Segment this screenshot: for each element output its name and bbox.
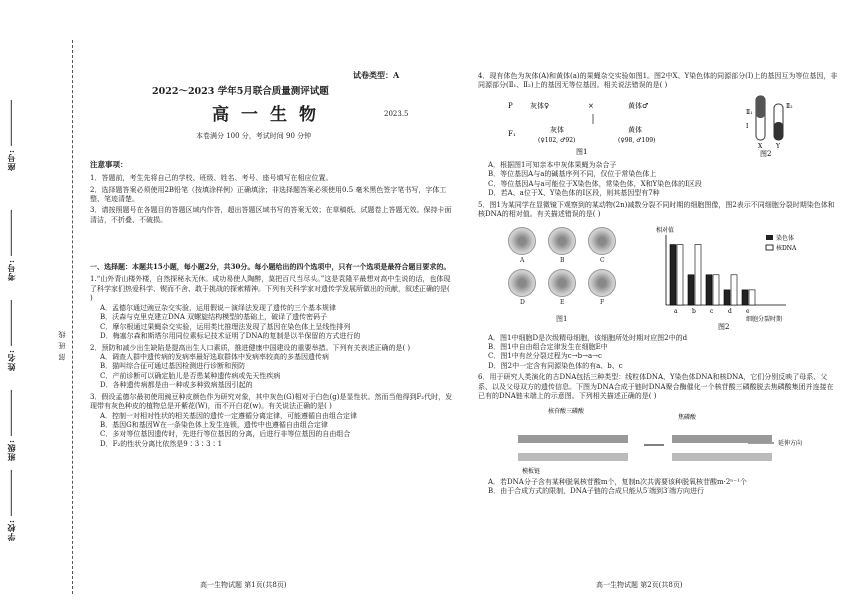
option-a: A．控制一对相对性状的相关基因的遗传一定遵循分离定律，可能遵循自由组合定律 <box>100 411 358 420</box>
bar-dna-e <box>749 289 755 304</box>
question-stem: 5．图1为某同学在显微镜下观察到的某动物(2n)减数分裂不同时期的细胞图像，图2表示不同细胞分裂时期染色体和核DNA的相对值。有关描述错误的是( ) <box>478 200 835 219</box>
fig1-child1: 灰体 <box>550 125 564 134</box>
x-tick-label: c <box>710 307 714 315</box>
footer-right: 高一生物试题 第2页(共8页) <box>596 581 683 589</box>
option-b: B．等位基因A与a的碱基序列不同，仅位于常染色体上 <box>488 170 657 179</box>
cell-label: A <box>520 256 525 264</box>
template-strand-right <box>672 453 772 461</box>
fig1-label: 图1 <box>556 314 568 323</box>
fig1-parent2: 黄体♂ <box>628 101 649 110</box>
cell-image <box>548 269 576 297</box>
q5-figures <box>478 223 838 331</box>
seat-no-label <box>6 100 17 171</box>
school-text: 学校: <box>6 519 16 541</box>
question-4 <box>478 72 838 199</box>
note-item: 3．请按照题号在各题目的答题区域内作答，超出答题区域书写的答案无效；在草稿纸、试题卷上答题无效。保持卡面清洁，不折叠、不破损。 <box>90 206 452 224</box>
bar-chromosome-d <box>724 289 730 304</box>
note-item: 2．选择题答案必须使用2B铅笔（按填涂样例）正确填涂；非选择题答案必须使用0.5 毫米黑色签字笔书写，字体工整、笔迹清楚。 <box>90 185 447 203</box>
fig1-child1-count: (♀102, ♂92) <box>538 136 576 144</box>
q6-figure <box>478 405 838 475</box>
cell-image <box>508 269 536 297</box>
notes-heading: 注意事项： <box>90 160 128 169</box>
fig1-child2: 黄体 <box>628 125 642 134</box>
cell-label: D <box>520 298 525 306</box>
option-a: A．孟德尔通过豌豆杂交实验，运用假说－演绎法发现了遗传的三个基本规律 <box>100 303 337 312</box>
section-1-heading: 一、选择题：本题共15小题，每小题2分，共30分。每小题给出的四个选项中，只有一个选项是最符合题目要求的。 <box>90 262 451 271</box>
option-b: B．猫叫综合征可通过基因检测进行诊断和预防 <box>100 362 246 371</box>
note-item: 1．答题前，考生先将自己的学校、班级、姓名、考号、座号填写在相应位置。 <box>90 174 333 183</box>
cell-image <box>588 269 616 297</box>
x-tick-label: e <box>746 307 750 315</box>
question-stem: 2．预防和减少出生缺陷是提高出生人口素质，推进健康中国建设的重要举措。下列有关表述正确的是( ) <box>90 343 411 352</box>
option-d: D．若A、a位于X、Y染色体的Ⅰ区段，则其基因型有7种 <box>488 189 660 198</box>
template-label: 模板链 <box>522 467 541 475</box>
x-tick-label: b <box>692 307 696 315</box>
fig1-cross: × <box>588 101 594 110</box>
question-6 <box>478 373 838 496</box>
cell-label: E <box>560 298 565 306</box>
fig2-i: Ⅰ <box>746 122 749 130</box>
question-3 <box>90 393 454 450</box>
direction-label: 延伸方向 <box>778 439 803 447</box>
option-d: D．F₂的性状分离比依然是9∶3∶3∶1 <box>100 439 223 448</box>
right-column <box>478 72 838 498</box>
cell-label: C <box>600 256 605 264</box>
option-d: D．各种遗传病都是由一种或多种致病基因引起的 <box>100 381 253 390</box>
score-time: 本卷满分 100 分，考试时间 90 分钟 <box>196 132 312 140</box>
question-stem: 3．假设孟德尔最初使用豌豆种皮颜色作为研究对象，其中灰色(G)相对于白色(g)是显性状。然而当他得到F₂代时，发现带有灰色种皮的植物总是开紫花(W)，而不开白花(w)。有关说法正确的是( ) <box>90 392 453 411</box>
fig2-x: X <box>758 142 763 150</box>
cut-line <box>72 40 73 594</box>
fig1-p: P <box>508 101 513 110</box>
new-strand-left <box>518 435 628 443</box>
fig1-f1: F₁ <box>508 129 516 138</box>
option-c: C．多对等位基因遗传时，先进行等位基因的分离，后进行非等位基因的自由组合 <box>100 430 351 439</box>
question-stem: 1.“山外青山楼外楼，自然探秘永无休。成功易使人陶醉，莫把百尺当尽头。”这是袁隆平最想对高中生说的话，也体现了科学家们热爱科学、锲而不舍、敢于挑战的探索精神。下列有关科学家对遗传学发展所做出的贡献，叙述正确的是( ) <box>90 275 451 303</box>
legend-dna: 核DNA <box>776 244 797 252</box>
option-b: B．图1中自由组合定律发生在细胞E中 <box>488 342 608 351</box>
legend-chrom: 染色体 <box>776 234 795 242</box>
exam-no-text: 考号: <box>6 259 16 281</box>
option-b: B．基因G和基因W在一条染色体上发生连锁，遗传中也遵循自由组合定律 <box>100 421 328 429</box>
exam-no-label <box>6 210 17 281</box>
section-1 <box>90 262 454 451</box>
fig2-y: Y <box>776 142 780 150</box>
cell-image <box>508 227 536 255</box>
x-tick-label: a <box>674 307 678 315</box>
question-5 <box>478 201 838 372</box>
bar-dna-b <box>695 244 701 304</box>
x-chromosome-diff <box>756 96 765 118</box>
cell-image <box>548 227 576 255</box>
chart-ylabel: 相对值 <box>656 226 675 234</box>
cell-image <box>588 227 616 255</box>
nt-label: 核苷酸三磷酸 <box>548 407 585 415</box>
exam-title: 2022～2023 学年5月联合质量测评试题 <box>152 86 329 97</box>
option-b: B．由于合成方式的限制，DNA子链的合成只能从5′端到3′端方向进行 <box>488 487 705 495</box>
exam-date: 2023.5 <box>384 110 409 118</box>
bar-chromosome-e <box>742 289 748 304</box>
name-label <box>6 300 17 371</box>
class-text: 班级: <box>6 439 16 461</box>
ppi-label: 焦磷酸 <box>678 413 697 421</box>
option-c: C．等位基因A与a可能位于X染色体，常染色体，X和Y染色体的Ⅰ区段 <box>488 179 702 188</box>
fig2-ii2: Ⅱ₂ <box>786 102 793 110</box>
bar-chromosome-a <box>670 244 676 304</box>
footer-left: 高一生物试题 第1页(共8页) <box>200 581 287 589</box>
q4-figure-svg <box>478 94 838 158</box>
new-strand-right <box>672 435 772 443</box>
exam-type: 试卷类型：A <box>353 70 400 80</box>
school-label <box>6 470 17 541</box>
bar-chromosome-c <box>706 274 712 304</box>
option-a: A．图1中细胞D是次级精母细胞，该细胞所处时期对应图2中的d <box>488 333 688 342</box>
fig1-parent1: 灰体♀ <box>530 101 550 110</box>
fig2-ii1: Ⅱ₁ <box>746 108 753 116</box>
cell-label: B <box>560 256 565 264</box>
fig1-child2-count: (♀98, ♂109) <box>618 136 656 144</box>
seat-no-text: 座号: <box>6 149 16 171</box>
dna-synthesis-svg <box>478 405 838 475</box>
option-a: A．根据图1可知亲本中灰体果蝇为杂合子 <box>488 160 617 169</box>
option-d: D．图2中一定含有同源染色体的有a、b、c <box>488 361 623 370</box>
cell-label: F <box>600 298 605 306</box>
name-text: 姓名: <box>6 349 16 371</box>
question-stem: 6．用于研究人类演化的古DNA包括三种类型：线粒体DNA、Y染色体DNA和核DNA，它们分别反映了母系、父系、以及父母双方的遗传信息。下图为DNA合成于链时DNA聚合酶催化一个核苷酸三磷酸脱去焦磷酸集团并连接在已有的DNA链末端上的示意图。下列相关描述正确的是( ) <box>478 373 834 401</box>
class-label <box>6 390 17 461</box>
option-a: A．若DNA分子含有某种脱氧核苷酸m个，复制n次共需要该种脱氧核苷酸m·2ⁿ⁻¹个 <box>488 477 747 486</box>
template-strand-left <box>518 453 628 461</box>
subject-title: 高一生物 <box>212 105 328 125</box>
bar-dna-d <box>731 274 737 304</box>
fig2-label: 图2 <box>718 322 730 331</box>
question-stem: 4．现有体色为灰体(A)和黄体(a)的果蝇杂交实验如图1。图2中X、Y染色体的同源部分(Ⅰ)上的基因互为等位基因，非同源部分(Ⅱ₁、Ⅱ₂)上的基因无等位基因。相关说法错误的是( ) <box>478 72 838 90</box>
q4-figures <box>478 94 838 158</box>
bar-dna-a <box>677 244 683 304</box>
option-c: C．摩尔根通过果蝇杂交实验，运用类比推理法发现了基因在染色体上呈线性排列 <box>100 322 351 331</box>
binding-margin <box>0 0 80 608</box>
question-1 <box>90 275 454 341</box>
option-c: C．图1中有丝分裂过程为c→b→a→c <box>488 352 602 361</box>
chart-xlabel: 细胞分裂时期 <box>746 315 783 323</box>
legend-chrom-swatch <box>766 235 773 240</box>
notes-block <box>90 160 454 227</box>
bar-chromosome-b <box>688 274 694 304</box>
fig2-label: 图2 <box>760 149 772 158</box>
q5-bar-chart <box>646 223 836 331</box>
fig1-label: 图1 <box>576 147 588 156</box>
y-chromosome-diff <box>774 122 783 140</box>
option-c: C．产前诊断可以确定胎儿是否患某种遗传病或先天性疾病 <box>100 371 281 380</box>
bar-dna-c <box>713 274 719 304</box>
option-d: D．梅塞尔森和斯塔尔用同位素标记技术证明了DNA的复制是以半保留的方式进行的 <box>100 332 361 341</box>
separator-label: 部 班 线 <box>58 330 66 361</box>
option-b: B．沃森与克里克建立DNA 双螺旋结构模型的基础上，破译了遗传密码子 <box>100 313 328 322</box>
legend-dna-swatch <box>766 245 773 250</box>
option-a: A．调查人群中遗传病的发病率最好选取群体中发病率较高的多基因遗传病 <box>100 352 330 361</box>
question-2 <box>90 344 454 391</box>
x-tick-label: d <box>728 307 732 315</box>
